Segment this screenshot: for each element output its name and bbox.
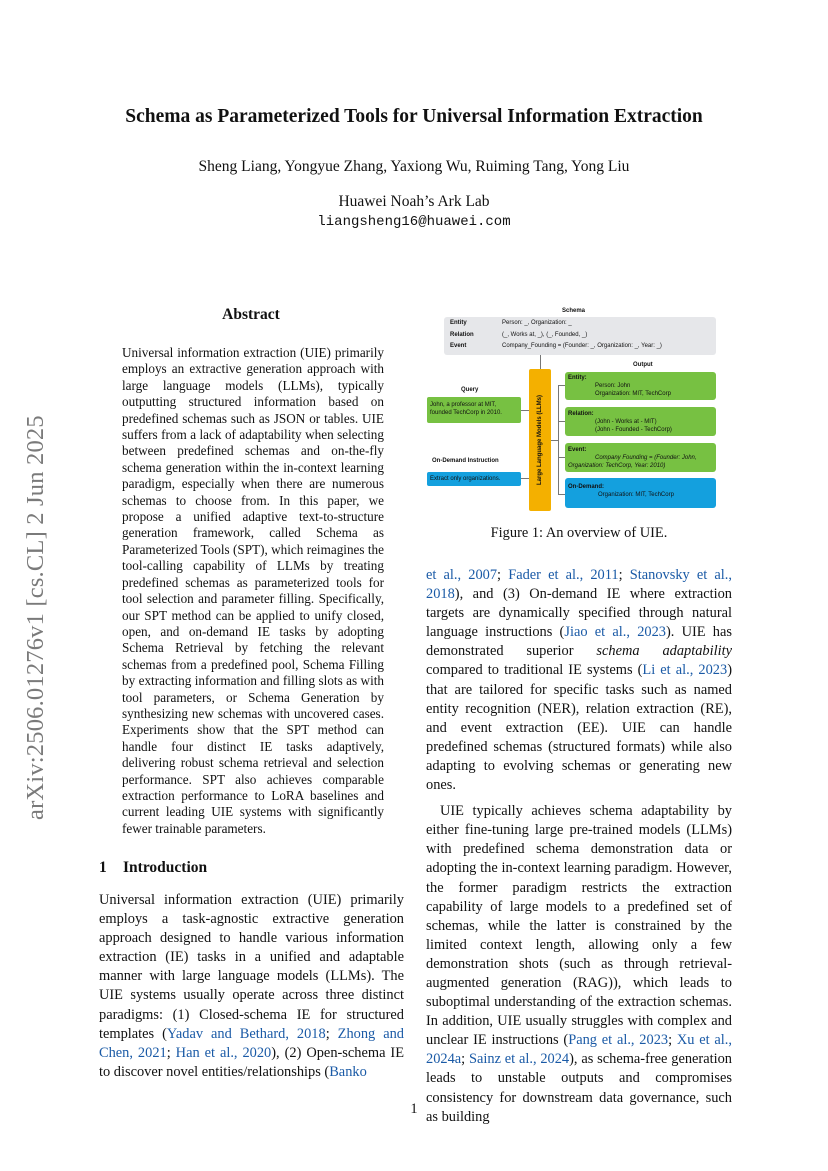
query-panel — [427, 397, 521, 423]
output-entity-line2: Organization: MIT, TechCorp — [595, 391, 671, 397]
figure-caption: Figure 1: An overview of UIE. — [490, 525, 668, 541]
paper-title: Schema as Parameterized Tools for Universal Information Extraction — [125, 106, 703, 127]
abstract-heading: Abstract — [222, 306, 280, 323]
output-relation-line2: (John - Founded - TechCorp) — [595, 427, 672, 433]
ondemand-title: On-Demand Instruction — [432, 458, 499, 464]
affiliation: Huawei Noah’s Ark Lab — [338, 193, 490, 210]
citation-link[interactable]: Stanovsky et al., 2018 — [426, 567, 732, 603]
schema-panel — [444, 317, 716, 355]
output-event-line1: Company Founding = (Founder: John, — [595, 455, 697, 461]
text-run: UIE typically achieves schema adaptability by either fine-tuning large pre-trained models (LLMs) with predefined schema demonstration data or adopting the in-context learning paradigm. However, the former paradigm restricts the extraction capability of large models to a predefined set of schemas, while the latter is constrained by the limited context length, allowing only a few demonstration shots (such as through retrieval-augmented generation (RAG)), which leads to suboptimal understanding of the extraction schemas. In addition, UIE usually struggles with complex and unclear IE instructions ( — [426, 803, 732, 1049]
text-run: ), (2) Open-schema IE to discover novel entities/relationships ( — [99, 1044, 404, 1080]
author-list: Sheng Liang, Yongyue Zhang, Yaxiong Wu, Ruiming Tang, Yong Liu — [198, 158, 630, 175]
connector-line — [558, 385, 565, 386]
query-title: Query — [461, 387, 479, 393]
output-event-line2: Organization: TechCorp, Year: 2010) — [568, 463, 666, 469]
output-relation-line1: (John - Works at - MIT) — [595, 419, 657, 425]
connector-line — [521, 478, 529, 479]
section-title: Introduction — [123, 859, 208, 876]
output-ondemand-title: On-Demand: — [568, 484, 604, 490]
schema-title: Schema — [562, 308, 586, 314]
output-entity-panel — [565, 372, 716, 400]
citation-link[interactable]: Banko — [329, 1063, 367, 1080]
schema-event-label: Event — [450, 343, 467, 349]
abstract-body: Universal information extraction (UIE) primarily employs an extractive generation approach with large language models (LLMs), typically outputting structured information based on predefined schemas such as JSON or tables. UIE suffers from a lack of adaptability when selecting between predefined schemas and on-the-fly schema generation within the in-context learning paradigm, especially when there are numerous schemas to choose from. In this paper, we propose a unified adaptive text-to-structure generation framework, called Schema as Parameterized Tools (SPT), which reimagines the tool-calling capability of LLMs by treating predefined schemas as parameterized tools for tool selection and parameter filling. Specifically, our SPT method can be applied to unify closed, open, and on-demand IE tasks by adopting Schema Retrieval by fetching the relevant schemas from a predefined pool, Schema Filling by extracting information and filling slots as with tool parameters, or Schema Generation by synthesizing new schemas with uncovered cases. Experiments show that the SPT method can handle four distinct IE tasks adaptively, delivering robust schema retrieval and selection performance. SPT also achieves comparable extraction performance to LoRA baselines and current leading UIE systems with significantly fewer trainable parameters. — [122, 345, 384, 836]
text-run: ; — [618, 567, 630, 583]
text-run: ), and (3) On-demand IE where extraction targets are dynamically specified through natural language instructions ( — [426, 586, 732, 641]
output-ondemand-line1: Organization: MIT, TechCorp — [598, 492, 674, 498]
figure-uie-overview — [424, 305, 734, 515]
citation-link[interactable]: Zhong and Chen, 2021 — [99, 1025, 404, 1061]
citation-link[interactable]: et al., 2007 — [426, 567, 498, 583]
schema-entity-value: Person: _, Organization: _ — [502, 320, 572, 326]
section-heading-introduction — [99, 859, 207, 877]
arxiv-identifier-stamp: arXiv:2506.01276v1 [cs.CL] 2 Jun 2025 — [22, 415, 49, 820]
schema-entity-label: Entity — [450, 320, 467, 326]
intro-paragraph-1 — [99, 891, 404, 1082]
output-relation-panel — [565, 407, 716, 436]
schema-relation-label: Relation — [450, 332, 474, 338]
citation-link[interactable]: Fader et al., 2011 — [508, 567, 619, 583]
section-number: 1 — [99, 859, 107, 876]
connector-line — [521, 410, 529, 411]
text-run: ; — [166, 1044, 176, 1061]
emphasis-text: schema adaptability — [596, 643, 732, 660]
connector-line — [540, 355, 541, 369]
citation-link[interactable]: Han et al., 2020 — [175, 1044, 272, 1061]
text-run: ; — [497, 567, 509, 583]
citation-link[interactable]: Yadav and Bethard, 2018 — [166, 1025, 326, 1042]
connector-line — [551, 440, 558, 441]
connector-line — [558, 494, 565, 495]
text-run: ; — [668, 1032, 677, 1049]
output-entity-title: Entity: — [568, 375, 587, 381]
right-column-text — [426, 566, 732, 1127]
page-number: 1 — [410, 1101, 418, 1117]
connector-line — [558, 421, 565, 422]
text-run: ) that are tailored for specific tasks such as named entity recognition (NER), relation extraction (RE), and event extraction (EE). UIE can handle predefined schemas (structured formats) while also adapting to evolving schemas or generating new ones. — [426, 662, 732, 794]
intro-paragraph-1-continued — [426, 566, 732, 795]
citation-link[interactable]: Pang et al., 2023 — [568, 1032, 669, 1049]
text-run: ; — [461, 1051, 469, 1068]
citation-link[interactable]: Jiao et al., 2023 — [564, 624, 666, 641]
citation-link[interactable]: Li et al., 2023 — [642, 662, 728, 679]
schema-relation-value: (_, Works at, _), (_, Founded, _) — [502, 332, 588, 338]
text-run: Universal information extraction (UIE) primarily employs a task-agnostic extractive generation approach designed to handle various information extraction (IE) tasks in a unified and adaptable manner with large language models (LLMs). The UIE systems usually operate across three distinct paradigms: (1) Closed-schema IE for structured templates ( — [99, 892, 404, 1042]
text-run: ). UIE has demonstrated superior — [426, 624, 732, 660]
citation-link[interactable]: Xu et al., 2024a — [426, 1032, 732, 1068]
connector-line — [558, 385, 559, 495]
contact-email[interactable]: liangsheng16@huawei.com — [317, 214, 511, 230]
connector-line — [558, 457, 565, 458]
output-relation-title: Relation: — [568, 411, 594, 417]
output-entity-line1: Person: John — [595, 383, 631, 389]
llm-label: Large Language Models (LLMs) — [537, 394, 543, 486]
output-ondemand-panel — [565, 478, 716, 508]
text-run: compared to traditional IE systems ( — [426, 662, 643, 679]
text-run: ), as schema-free generation leads to unstable outputs and compromises consistency for downstream data governance, such as building — [426, 1051, 732, 1125]
output-event-title: Event: — [568, 447, 587, 453]
ondemand-text: Extract only organizations. — [430, 476, 501, 482]
schema-event-value: Company_Founding = (Founder: _, Organization: _, Year: _) — [502, 343, 662, 349]
ondemand-panel — [427, 472, 521, 486]
intro-paragraph-2 — [426, 802, 732, 1127]
query-text: John, a professor at MIT, founded TechCorp in 2010. — [430, 402, 502, 416]
citation-link[interactable]: Sainz et al., 2024 — [468, 1051, 570, 1068]
output-event-panel — [565, 443, 716, 472]
text-run: ; — [325, 1025, 338, 1042]
output-title: Output — [633, 362, 653, 368]
